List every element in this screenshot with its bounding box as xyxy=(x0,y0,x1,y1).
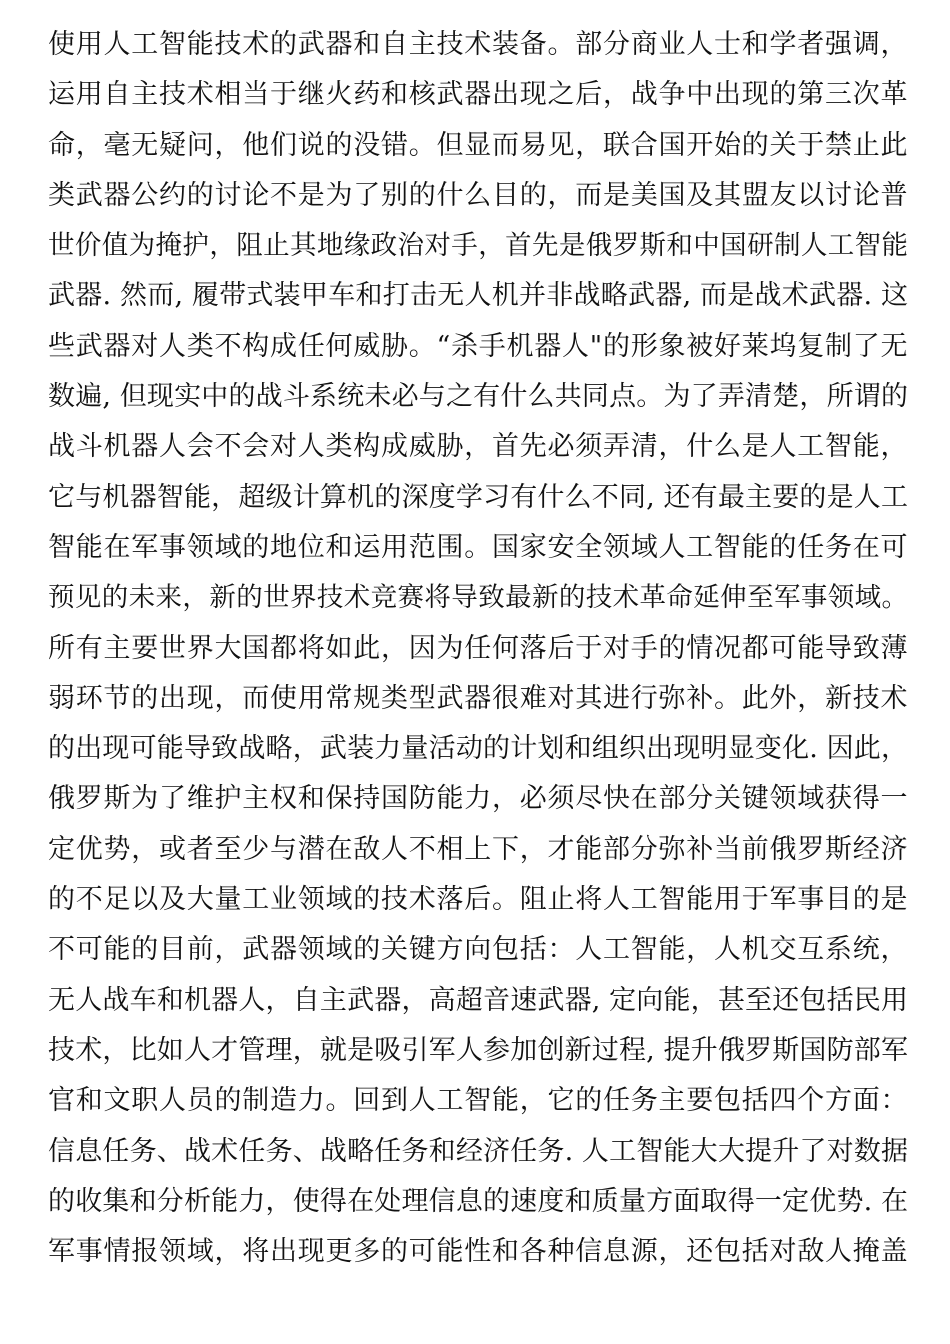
text-line: 使用人工智能技术的武器和自主技术装备。部分商业人士和学者强调， xyxy=(48,29,908,60)
text-line: 战斗机器人会不会对人类构成威胁，首先必须弄清，什么是人工智能， xyxy=(48,431,908,463)
text-line: 的不足以及大量工业领域的技术落后。阻止将人工智能用于军事目的是 xyxy=(48,884,908,916)
text-line: 预见的未来，新的世界技术竞赛将导致最新的技术革命延伸至军事领域。 xyxy=(48,582,908,614)
body-paragraph xyxy=(48,20,908,1277)
text-line: 命，毫无疑问，他们说的没错。但显而易见，联合国开始的关于禁止此 xyxy=(48,129,908,161)
text-line: 些武器对人类不构成任何威胁。“杀手机器人"的形象被好莱坞复制了无 xyxy=(48,330,908,362)
text-line: 所有主要世界大国都将如此，因为任何落后于对手的情况都可能导致薄 xyxy=(48,632,908,664)
text-line: 官和文职人员的制造力。回到人工智能，它的任务主要包括四个方面： xyxy=(48,1085,908,1117)
text-line: 运用自主技术相当于继火药和核武器出现之后，战争中出现的第三次革 xyxy=(48,79,908,111)
text-line: 世价值为掩护，阻止其地缘政治对手，首先是俄罗斯和中国研制人工智能 xyxy=(48,230,908,262)
text-line: 的收集和分析能力，使得在处理信息的速度和质量方面取得一定优势. 在 xyxy=(48,1185,908,1217)
text-line: 类武器公约的讨论不是为了别的什么目的，而是美国及其盟友以讨论普 xyxy=(48,179,908,211)
text-line: 智能在军事领域的地位和运用范围。国家安全领域人工智能的任务在可 xyxy=(48,531,908,563)
text-line: 定优势，或者至少与潜在敌人不相上下，才能部分弥补当前俄罗斯经济 xyxy=(48,833,908,865)
text-line: 不可能的目前，武器领域的关键方向包括：人工智能，人机交互系统， xyxy=(48,934,908,966)
text-line: 弱环节的出现，而使用常规类型武器很难对其进行弥补。此外，新技术 xyxy=(48,682,908,714)
text-line: 武器. 然而, 履带式装甲车和打击无人机并非战略武器, 而是战术武器. 这 xyxy=(48,280,908,312)
text-line: 的出现可能导致战略，武装力量活动的计划和组织出现明显变化. 因此， xyxy=(48,733,908,765)
text-line: 技术，比如人才管理，就是吸引军人参加创新过程, 提升俄罗斯国防部军 xyxy=(48,1034,908,1066)
text-line: 军事情报领域，将出现更多的可能性和各种信息源，还包括对敌人掩盖 xyxy=(48,1236,908,1268)
text-line: 它与机器智能，超级计算机的深度学习有什么不同, 还有最主要的是人工 xyxy=(48,481,908,513)
text-line: 数遍, 但现实中的战斗系统未必与之有什么共同点。为了弄清楚，所谓的 xyxy=(48,381,908,413)
text-line: 俄罗斯为了维护主权和保持国防能力，必须尽快在部分关键领域获得一 xyxy=(48,783,908,815)
text-line: 无人战车和机器人，自主武器，高超音速武器, 定向能，甚至还包括民用 xyxy=(48,984,908,1016)
text-line: 信息任务、战术任务、战略任务和经济任务. 人工智能大大提升了对数据 xyxy=(48,1135,908,1167)
